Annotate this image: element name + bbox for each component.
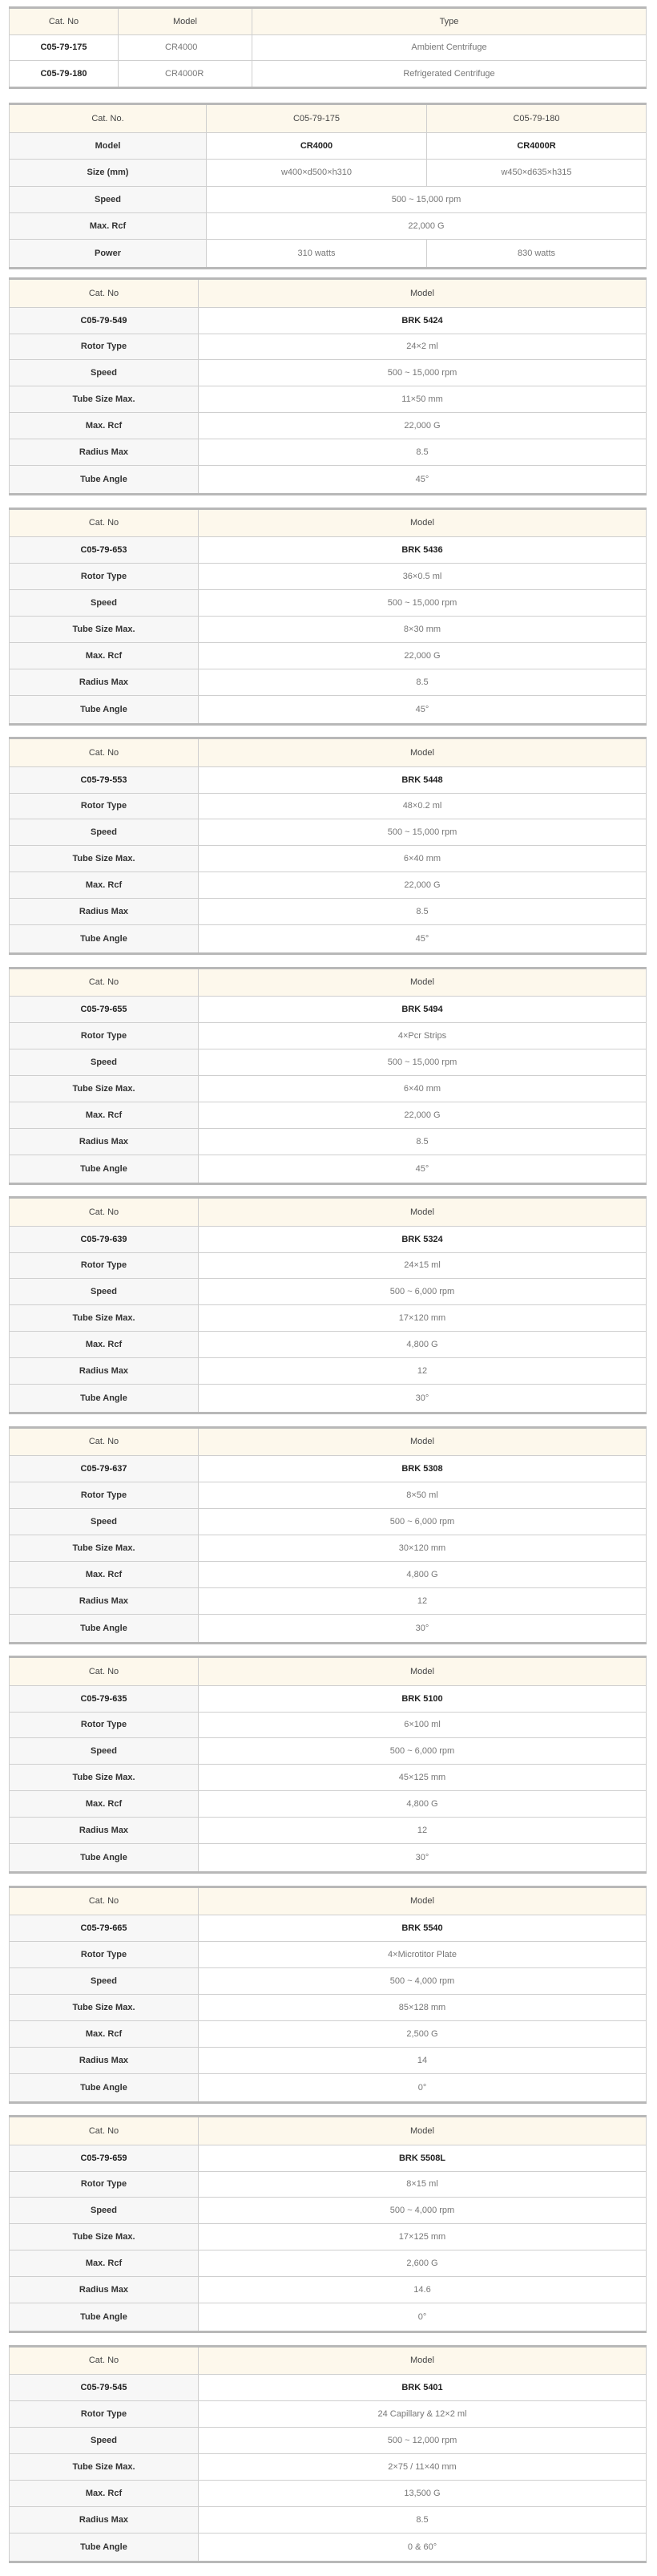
tube-angle-value: 45° <box>199 925 647 954</box>
tube-angle-value: 45° <box>199 1155 647 1183</box>
tube-size-label: Tube Size Max. <box>10 1075 199 1102</box>
cat-no-header: Cat. No <box>10 508 199 537</box>
rotor-max-rcf-row <box>10 2020 647 2047</box>
tube-size-value: 8×30 mm <box>199 616 647 642</box>
radius-label: Radius Max <box>10 1128 199 1155</box>
tube-angle-label: Tube Angle <box>10 1614 199 1643</box>
rotor-type-value: 36×0.5 ml <box>199 564 647 590</box>
header-type: Type <box>252 8 647 35</box>
rotor-model-row <box>10 766 647 793</box>
rotor-max-rcf-row <box>10 1332 647 1358</box>
header-model: Model <box>119 8 252 35</box>
rotor-rotor-type-row <box>10 1252 647 1279</box>
size-value: w400×d500×h310 <box>207 160 427 186</box>
radius-value: 8.5 <box>199 1128 647 1155</box>
tube-angle-value: 0 & 60° <box>199 2533 647 2562</box>
cat-no-header: Cat. No <box>10 1657 199 1686</box>
tube-size-label: Tube Size Max. <box>10 1765 199 1791</box>
rotor-model-row <box>10 307 647 334</box>
radius-label: Radius Max <box>10 669 199 695</box>
rotor-model: BRK 5436 <box>199 537 647 564</box>
rotor-speed-row <box>10 360 647 386</box>
centrifuge-spec-table <box>9 103 647 269</box>
rotor-tube-size-row <box>10 1305 647 1332</box>
rcf-value: 22,000 G <box>207 212 647 239</box>
rotor-rotor-type-row <box>10 2171 647 2198</box>
rotor-cat-no: C05-79-659 <box>10 2145 199 2171</box>
tube-size-value: 2×75 / 11×40 mm <box>199 2453 647 2480</box>
rotor-type-value: 24 Capillary & 12×2 ml <box>199 2401 647 2428</box>
rotor-header-row <box>10 2346 647 2375</box>
speed-value: 500 ~ 15,000 rpm <box>199 360 647 386</box>
max-rcf-label: Max. Rcf <box>10 1561 199 1587</box>
rotor-model: BRK 5100 <box>199 1685 647 1712</box>
size-label: Size (mm) <box>10 160 207 186</box>
radius-value: 12 <box>199 1587 647 1614</box>
tube-size-label: Tube Size Max. <box>10 1305 199 1332</box>
rotor-type-label: Rotor Type <box>10 1023 199 1049</box>
rotor-tube-size-row <box>10 846 647 872</box>
rotor-table <box>9 277 647 495</box>
tube-angle-value: 30° <box>199 1614 647 1643</box>
tube-size-label: Tube Size Max. <box>10 846 199 872</box>
rotor-header-row <box>10 1657 647 1686</box>
spec-row-model <box>10 132 647 159</box>
rotor-header-row <box>10 1198 647 1227</box>
rotor-rotor-type-row <box>10 1942 647 1968</box>
radius-label: Radius Max <box>10 1587 199 1614</box>
rotor-tube-angle-row <box>10 925 647 954</box>
rotor-rotor-type-row <box>10 1023 647 1049</box>
speed-label: Speed <box>10 589 199 616</box>
rotor-tube-angle-row <box>10 1385 647 1413</box>
size-value: w450×d635×h315 <box>427 160 647 186</box>
max-rcf-value: 22,000 G <box>199 642 647 669</box>
rotor-table <box>9 1426 647 1644</box>
tube-size-value: 30×120 mm <box>199 1535 647 1561</box>
model-header: Model <box>199 2117 647 2145</box>
rotor-tube-angle-row <box>10 2303 647 2332</box>
tube-size-label: Tube Size Max. <box>10 1994 199 2020</box>
rotor-speed-row <box>10 1279 647 1305</box>
radius-label: Radius Max <box>10 1358 199 1385</box>
table-header-row <box>10 8 647 35</box>
rotor-table <box>9 2115 647 2333</box>
rcf-label: Max. Rcf <box>10 212 207 239</box>
rotor-speed-row <box>10 819 647 846</box>
radius-value: 12 <box>199 1818 647 1844</box>
model-value: CR4000 <box>207 132 427 159</box>
rotor-max-rcf-row <box>10 872 647 899</box>
radius-label: Radius Max <box>10 439 199 466</box>
rotor-model-row <box>10 1915 647 1942</box>
tube-angle-value: 0° <box>199 2303 647 2332</box>
rotor-type-label: Rotor Type <box>10 2171 199 2198</box>
rotor-model: BRK 5324 <box>199 1226 647 1252</box>
max-rcf-value: 22,000 G <box>199 872 647 899</box>
rotor-cat-no: C05-79-637 <box>10 1456 199 1482</box>
cat-no-cell: C05-79-175 <box>10 35 119 61</box>
max-rcf-value: 4,800 G <box>199 1791 647 1818</box>
model-header: Model <box>199 1427 647 1456</box>
rotor-model-row <box>10 997 647 1023</box>
tube-angle-label: Tube Angle <box>10 1385 199 1413</box>
tube-size-value: 6×40 mm <box>199 1075 647 1102</box>
rotor-type-value: 8×50 ml <box>199 1482 647 1509</box>
radius-value: 8.5 <box>199 669 647 695</box>
rotor-type-label: Rotor Type <box>10 564 199 590</box>
model-header: Model <box>199 279 647 308</box>
rotor-header-row <box>10 2117 647 2145</box>
rotor-tube-angle-row <box>10 2533 647 2562</box>
rotor-table <box>9 2345 647 2563</box>
tube-angle-label: Tube Angle <box>10 695 199 724</box>
rotor-tube-size-row <box>10 2224 647 2250</box>
rotor-radius-row <box>10 669 647 695</box>
rotor-tube-angle-row <box>10 1155 647 1183</box>
model-header: Model <box>199 1657 647 1686</box>
rotor-model: BRK 5424 <box>199 307 647 334</box>
power-value: 310 watts <box>207 240 427 269</box>
speed-value: 500 ~ 6,000 rpm <box>199 1279 647 1305</box>
max-rcf-label: Max. Rcf <box>10 2250 199 2277</box>
speed-label: Speed <box>10 1049 199 1075</box>
rotor-model: BRK 5308 <box>199 1456 647 1482</box>
model-header: Model <box>199 1198 647 1227</box>
max-rcf-value: 22,000 G <box>199 413 647 439</box>
rotor-tube-size-row <box>10 386 647 413</box>
tube-size-value: 85×128 mm <box>199 1994 647 2020</box>
rotor-speed-row <box>10 2198 647 2224</box>
speed-value: 500 ~ 15,000 rpm <box>199 1049 647 1075</box>
max-rcf-label: Max. Rcf <box>10 872 199 899</box>
max-rcf-label: Max. Rcf <box>10 1791 199 1818</box>
rotor-cat-no: C05-79-549 <box>10 307 199 334</box>
cat-no-header: Cat. No <box>10 279 199 308</box>
rotor-model: BRK 5540 <box>199 1915 647 1942</box>
max-rcf-value: 4,800 G <box>199 1332 647 1358</box>
rotor-speed-row <box>10 589 647 616</box>
rotor-model: BRK 5401 <box>199 2375 647 2401</box>
rotor-radius-row <box>10 2506 647 2533</box>
speed-label: Speed <box>10 819 199 846</box>
tube-angle-label: Tube Angle <box>10 2533 199 2562</box>
tube-size-value: 6×40 mm <box>199 846 647 872</box>
model-header: Model <box>199 2346 647 2375</box>
radius-value: 8.5 <box>199 439 647 466</box>
model-cell: CR4000R <box>119 60 252 87</box>
max-rcf-value: 13,500 G <box>199 2480 647 2506</box>
power-label: Power <box>10 240 207 269</box>
speed-label: Speed <box>10 1279 199 1305</box>
max-rcf-value: 2,600 G <box>199 2250 647 2277</box>
rotor-tube-size-row <box>10 616 647 642</box>
rotor-speed-row <box>10 1049 647 1075</box>
rotor-table <box>9 737 647 955</box>
tube-angle-label: Tube Angle <box>10 2303 199 2332</box>
tube-angle-label: Tube Angle <box>10 466 199 495</box>
tube-angle-label: Tube Angle <box>10 925 199 954</box>
tube-size-value: 17×125 mm <box>199 2224 647 2250</box>
table-row <box>10 35 647 61</box>
max-rcf-label: Max. Rcf <box>10 642 199 669</box>
model-header: Model <box>199 968 647 997</box>
cat-no-header: Cat. No <box>10 968 199 997</box>
max-rcf-label: Max. Rcf <box>10 1102 199 1128</box>
rotor-type-value: 48×0.2 ml <box>199 793 647 819</box>
type-cell: Ambient Centrifuge <box>252 35 647 61</box>
cat-no-header: Cat. No <box>10 2346 199 2375</box>
max-rcf-value: 22,000 G <box>199 1102 647 1128</box>
cat-no-header: Cat. No <box>10 1427 199 1456</box>
rotor-max-rcf-row <box>10 1791 647 1818</box>
rotor-header-row <box>10 738 647 767</box>
rotor-table <box>9 967 647 1185</box>
speed-value: 500 ~ 4,000 rpm <box>199 1967 647 1994</box>
rotor-cat-no: C05-79-655 <box>10 997 199 1023</box>
speed-value: 500 ~ 12,000 rpm <box>199 2427 647 2453</box>
table-row <box>10 60 647 87</box>
tube-angle-value: 30° <box>199 1385 647 1413</box>
rotor-model-row <box>10 2145 647 2171</box>
speed-value: 500 ~ 15,000 rpm <box>199 819 647 846</box>
rotor-type-label: Rotor Type <box>10 793 199 819</box>
spec-row-speed <box>10 186 647 212</box>
tube-size-label: Tube Size Max. <box>10 2224 199 2250</box>
max-rcf-label: Max. Rcf <box>10 2480 199 2506</box>
tube-size-value: 45×125 mm <box>199 1765 647 1791</box>
rotor-max-rcf-row <box>10 1561 647 1587</box>
tube-size-label: Tube Size Max. <box>10 386 199 413</box>
rotor-tube-angle-row <box>10 1844 647 1873</box>
spec-row-cat <box>10 104 647 133</box>
model-cell: CR4000 <box>119 35 252 61</box>
radius-label: Radius Max <box>10 2047 199 2073</box>
radius-value: 8.5 <box>199 2506 647 2533</box>
model-header: Model <box>199 738 647 767</box>
rotor-tube-angle-row <box>10 695 647 724</box>
rotor-tube-angle-row <box>10 2073 647 2102</box>
model-label: Model <box>10 132 207 159</box>
centrifuge-type-table <box>9 6 647 89</box>
power-value: 830 watts <box>427 240 647 269</box>
cat-no-header: Cat. No <box>10 738 199 767</box>
rotor-tube-angle-row <box>10 1614 647 1643</box>
speed-label: Speed <box>10 2427 199 2453</box>
tube-angle-label: Tube Angle <box>10 1844 199 1873</box>
rotor-type-label: Rotor Type <box>10 1942 199 1968</box>
rotor-header-row <box>10 1887 647 1915</box>
rotor-type-label: Rotor Type <box>10 2401 199 2428</box>
rotor-radius-row <box>10 1128 647 1155</box>
tube-angle-value: 0° <box>199 2073 647 2102</box>
rotor-model-row <box>10 1226 647 1252</box>
radius-value: 14.6 <box>199 2277 647 2303</box>
speed-label: Speed <box>10 2198 199 2224</box>
rotor-header-row <box>10 1427 647 1456</box>
model-value: CR4000R <box>427 132 647 159</box>
rotor-radius-row <box>10 439 647 466</box>
max-rcf-value: 4,800 G <box>199 1561 647 1587</box>
rotor-type-value: 24×2 ml <box>199 334 647 360</box>
rotor-speed-row <box>10 1508 647 1535</box>
tube-size-label: Tube Size Max. <box>10 2453 199 2480</box>
type-cell: Refrigerated Centrifuge <box>252 60 647 87</box>
header-cat-no: Cat. No <box>10 8 119 35</box>
rotor-tube-size-row <box>10 1994 647 2020</box>
rotor-tube-angle-row <box>10 466 647 495</box>
rotor-type-label: Rotor Type <box>10 1712 199 1738</box>
rotor-cat-no: C05-79-665 <box>10 1915 199 1942</box>
model-header: Model <box>199 1887 647 1915</box>
rotor-tube-size-row <box>10 1075 647 1102</box>
speed-value: 500 ~ 4,000 rpm <box>199 2198 647 2224</box>
max-rcf-label: Max. Rcf <box>10 413 199 439</box>
rotor-radius-row <box>10 1818 647 1844</box>
spec-row-size <box>10 160 647 186</box>
rotor-rotor-type-row <box>10 334 647 360</box>
rotor-type-label: Rotor Type <box>10 334 199 360</box>
rotor-model-row <box>10 537 647 564</box>
rotor-max-rcf-row <box>10 413 647 439</box>
rotor-model: BRK 5508L <box>199 2145 647 2171</box>
radius-label: Radius Max <box>10 2277 199 2303</box>
rotor-model-row <box>10 2375 647 2401</box>
rotor-rotor-type-row <box>10 564 647 590</box>
rotor-speed-row <box>10 1967 647 1994</box>
rotor-speed-row <box>10 1738 647 1765</box>
radius-value: 14 <box>199 2047 647 2073</box>
rotor-type-label: Rotor Type <box>10 1252 199 1279</box>
speed-value: 500 ~ 6,000 rpm <box>199 1508 647 1535</box>
spec-row-rcf <box>10 212 647 239</box>
max-rcf-label: Max. Rcf <box>10 1332 199 1358</box>
tube-angle-label: Tube Angle <box>10 1155 199 1183</box>
radius-value: 12 <box>199 1358 647 1385</box>
rotor-cat-no: C05-79-553 <box>10 766 199 793</box>
rotor-model: BRK 5448 <box>199 766 647 793</box>
rotor-radius-row <box>10 2277 647 2303</box>
spec-row-power <box>10 240 647 269</box>
tube-size-value: 17×120 mm <box>199 1305 647 1332</box>
rotor-type-value: 4×Pcr Strips <box>199 1023 647 1049</box>
rotor-table <box>9 508 647 726</box>
max-rcf-label: Max. Rcf <box>10 2020 199 2047</box>
speed-label: Speed <box>10 1508 199 1535</box>
rotor-tube-size-row <box>10 1535 647 1561</box>
rotor-radius-row <box>10 1587 647 1614</box>
rotor-radius-row <box>10 899 647 925</box>
rotor-max-rcf-row <box>10 642 647 669</box>
rotor-cat-no: C05-79-639 <box>10 1226 199 1252</box>
cat-no-value: C05-79-180 <box>427 104 647 133</box>
radius-label: Radius Max <box>10 899 199 925</box>
rotor-table <box>9 1196 647 1414</box>
speed-label: Speed <box>10 1738 199 1765</box>
speed-value: 500 ~ 6,000 rpm <box>199 1738 647 1765</box>
model-header: Model <box>199 508 647 537</box>
rotor-speed-row <box>10 2427 647 2453</box>
tube-angle-label: Tube Angle <box>10 2073 199 2102</box>
rotor-radius-row <box>10 2047 647 2073</box>
rotor-radius-row <box>10 1358 647 1385</box>
cat-no-header: Cat. No <box>10 1887 199 1915</box>
rotor-rotor-type-row <box>10 2401 647 2428</box>
rotor-type-value: 24×15 ml <box>199 1252 647 1279</box>
speed-label: Speed <box>10 186 207 212</box>
rotor-tube-size-row <box>10 2453 647 2480</box>
tube-size-label: Tube Size Max. <box>10 616 199 642</box>
speed-label: Speed <box>10 360 199 386</box>
tube-size-label: Tube Size Max. <box>10 1535 199 1561</box>
cat-no-header: Cat. No <box>10 1198 199 1227</box>
tube-size-value: 11×50 mm <box>199 386 647 413</box>
rotor-rotor-type-row <box>10 1482 647 1509</box>
rotor-tube-size-row <box>10 1765 647 1791</box>
rotor-cat-no: C05-79-635 <box>10 1685 199 1712</box>
rotor-model-row <box>10 1685 647 1712</box>
speed-value: 500 ~ 15,000 rpm <box>207 186 647 212</box>
max-rcf-value: 2,500 G <box>199 2020 647 2047</box>
rotor-table <box>9 1656 647 1874</box>
rotor-table <box>9 1886 647 2104</box>
speed-value: 500 ~ 15,000 rpm <box>199 589 647 616</box>
rotor-cat-no: C05-79-545 <box>10 2375 199 2401</box>
rotor-model-row <box>10 1456 647 1482</box>
tube-angle-value: 45° <box>199 695 647 724</box>
radius-label: Radius Max <box>10 2506 199 2533</box>
radius-value: 8.5 <box>199 899 647 925</box>
rotor-type-value: 8×15 ml <box>199 2171 647 2198</box>
tube-angle-value: 30° <box>199 1844 647 1873</box>
tube-angle-value: 45° <box>199 466 647 495</box>
rotor-model: BRK 5494 <box>199 997 647 1023</box>
rotor-cat-no: C05-79-653 <box>10 537 199 564</box>
cat-no-value: C05-79-175 <box>207 104 427 133</box>
rotor-max-rcf-row <box>10 2480 647 2506</box>
rotor-max-rcf-row <box>10 2250 647 2277</box>
rotor-type-value: 6×100 ml <box>199 1712 647 1738</box>
speed-label: Speed <box>10 1967 199 1994</box>
rotor-rotor-type-row <box>10 793 647 819</box>
rotor-type-label: Rotor Type <box>10 1482 199 1509</box>
rotor-max-rcf-row <box>10 1102 647 1128</box>
cat-no-cell: C05-79-180 <box>10 60 119 87</box>
rotor-header-row <box>10 968 647 997</box>
radius-label: Radius Max <box>10 1818 199 1844</box>
cat-no-label: Cat. No. <box>10 104 207 133</box>
rotor-header-row <box>10 508 647 537</box>
rotor-header-row <box>10 279 647 308</box>
rotor-rotor-type-row <box>10 1712 647 1738</box>
cat-no-header: Cat. No <box>10 2117 199 2145</box>
rotor-type-value: 4×Microtitor Plate <box>199 1942 647 1968</box>
